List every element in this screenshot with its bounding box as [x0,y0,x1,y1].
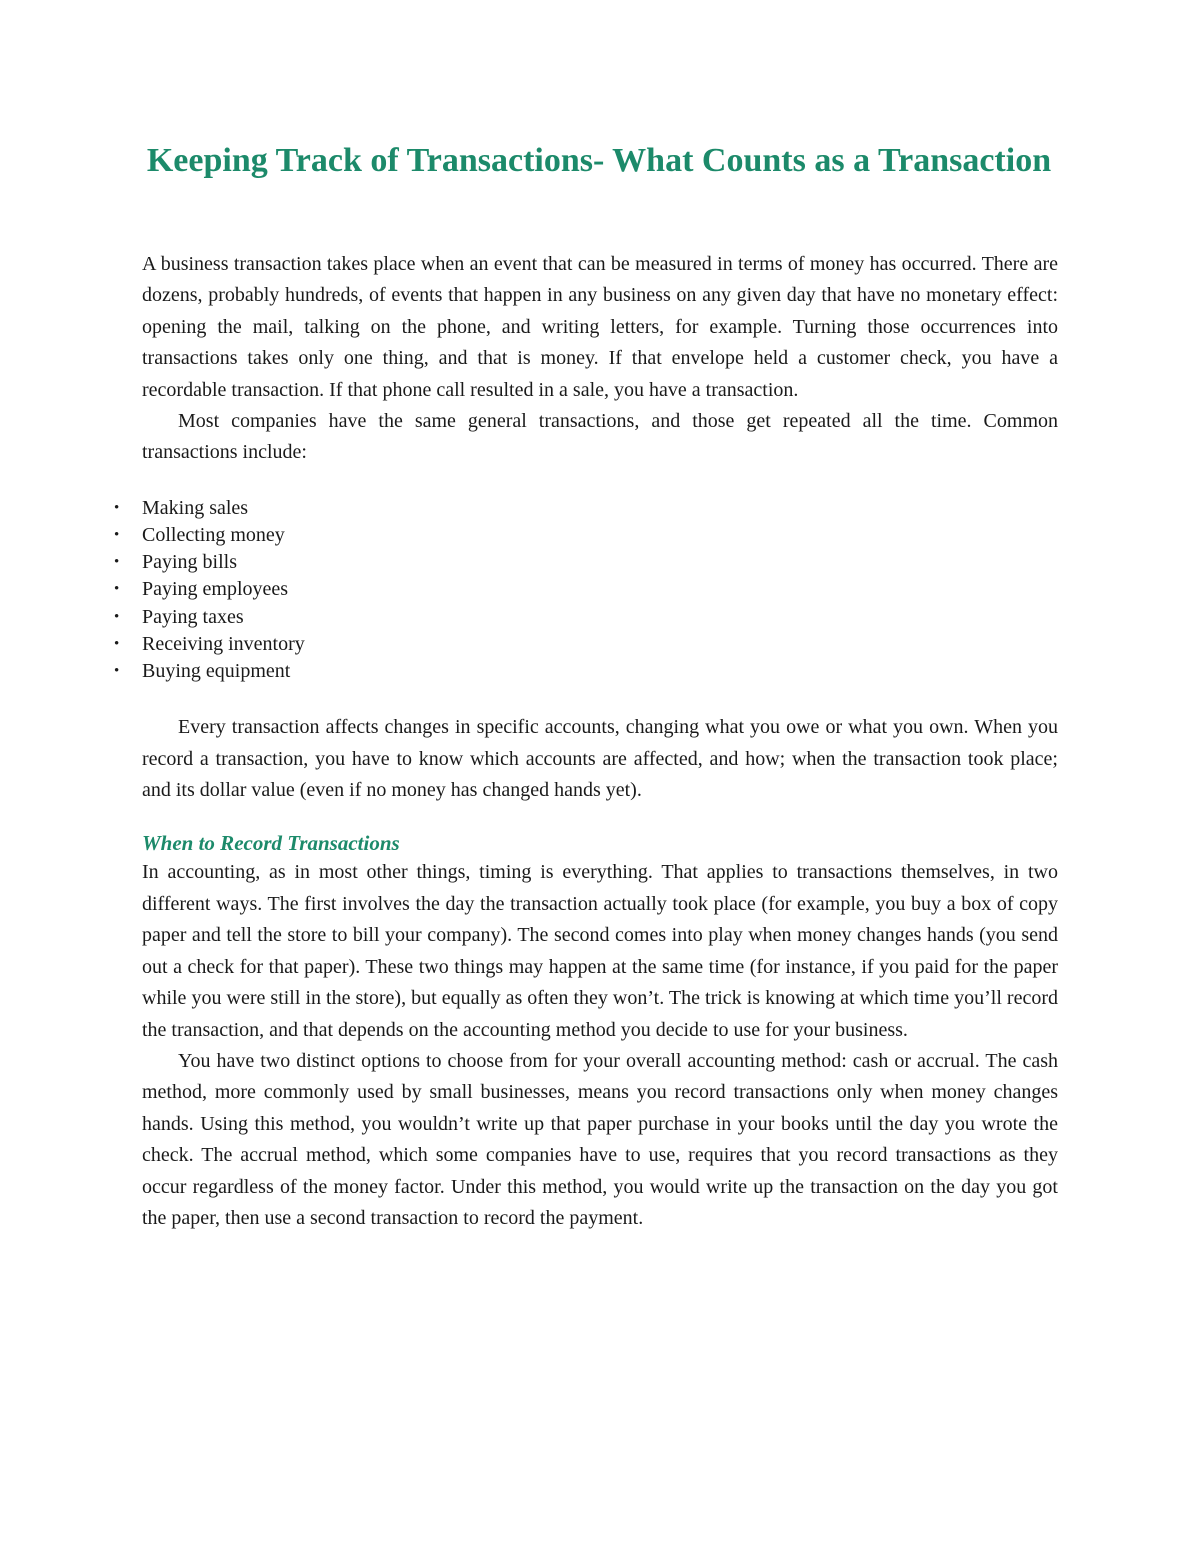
list-item: • Making sales [114,495,1030,522]
spacer [142,469,1058,495]
document-body [142,249,1058,1234]
list-item: • Collecting money [114,522,1030,549]
list-item: • Paying bills [114,549,1030,576]
paragraph-account-changes: Every transaction affects changes in specific accounts, changing what you owe or what you own. When you record a transaction, you have to know which accounts are affected, and how; when the transaction took place; and its dollar value (even if no money has changed hands yet). [142,716,1058,802]
transaction-list [114,495,1030,685]
paragraph-definition: A business transaction takes place when an event that can be measured in terms of money has occurred. There are dozens, probably hundreds, of events that happen in any business on any given day that have no monetary effect: opening the mail, talking on the phone, and writing letters, for example. Turning those occurrences into transactions takes only one thing, and that is money. If that envelope held a customer check, you have a recordable transaction. If that phone call resulted in a sale, you have a transaction. [142,253,1058,401]
list-item: • Paying employees [114,576,1030,603]
page-title: Keeping Track of Transactions- What Counts as a Transaction [146,142,1052,179]
list-item: • Receiving inventory [114,631,1030,658]
section-heading: When to Record Transactions [142,831,400,856]
spacer [142,806,1058,829]
paragraph-accounting-methods: You have two distinct options to choose from for your overall accounting method: cash or accrual. The cash method, more commonly used by small businesses, means you record transactions only when money changes hands. Using this method, you wouldn’t write up that paper purchase in your books until the day you wrote the check. The accrual method, which some companies have to use, requires that you record transactions as they occur regardless of the money factor. Under this method, you would write up the transaction on the day you got the paper, then use a second transaction to record the payment. [142,1049,1058,1229]
paragraph-timing: In accounting, as in most other things, timing is everything. That applies to transactions themselves, in two different ways. The first involves the day the transaction actually took place (for example, you buy a box of copy paper and tell the store to bill your company). The second comes into play when money changes hands (you send out a check for that paper). These two things may happen at the same time (for instance, if you paid for the paper while you were still in the store), but equally as often they won’t. The trick is knowing at which time you’ll record the transaction, and that depends on the accounting method you decide to use for your business. [142,861,1058,1041]
list-item: • Buying equipment [114,658,1030,685]
spacer [142,685,1058,712]
paragraph-common-transactions: Most companies have the same general transactions, and those get repeated all the time. Common transactions include: [142,410,1058,464]
list-item: • Paying taxes [114,604,1030,631]
